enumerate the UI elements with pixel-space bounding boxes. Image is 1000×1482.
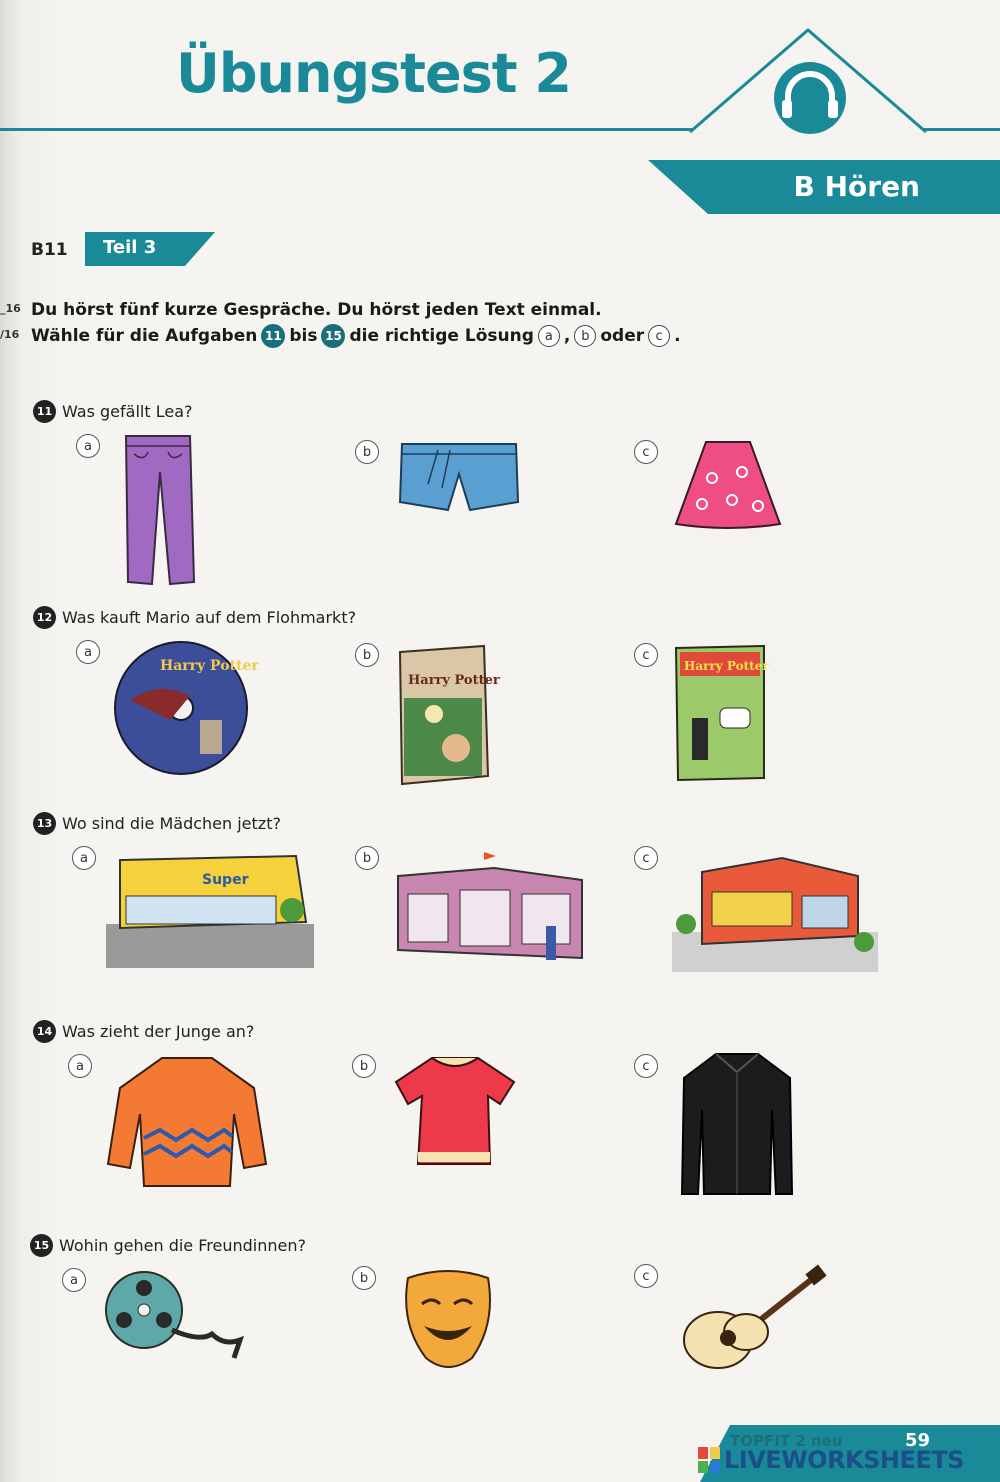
- question-text: Wo sind die Mädchen jetzt?: [62, 814, 281, 833]
- instruction-mid: die richtige Lösung: [349, 326, 534, 346]
- film-reel-image: [100, 1266, 244, 1362]
- supermarket-image: [106, 852, 314, 968]
- task-code: B11: [31, 240, 68, 260]
- purple-trousers-image: [118, 432, 198, 590]
- question-number: 13: [33, 812, 56, 835]
- black-shirt-image: [680, 1050, 794, 1198]
- harry-potter-dvd-image: [110, 640, 259, 776]
- shopping-centre-image: [672, 852, 878, 972]
- option-15-b[interactable]: b: [352, 1266, 376, 1290]
- question-number: 14: [33, 1020, 56, 1043]
- instruction-oder: oder: [600, 326, 645, 346]
- track-number-1: _16: [0, 302, 21, 315]
- section-title: B Hören: [793, 170, 920, 203]
- question-number: 15: [30, 1234, 53, 1257]
- part-tag: [85, 232, 215, 266]
- question-number: 11: [33, 400, 56, 423]
- instruction-text-2: Wähle für die Aufgaben: [31, 326, 258, 346]
- harry-potter-book-image: [394, 644, 500, 786]
- option-12-c[interactable]: c: [634, 643, 658, 667]
- option-13-a[interactable]: a: [72, 846, 96, 870]
- letter-a: a: [538, 325, 560, 347]
- dvd-title-text: Harry Potter: [160, 658, 259, 674]
- option-15-c[interactable]: c: [634, 1264, 658, 1288]
- comic-title-text: Harry Potter: [684, 659, 769, 673]
- option-11-b[interactable]: b: [355, 440, 379, 464]
- option-14-c[interactable]: c: [634, 1054, 658, 1078]
- question-11: [33, 400, 192, 423]
- option-15-a[interactable]: a: [62, 1268, 86, 1292]
- part-label: Teil 3: [103, 237, 157, 258]
- option-13-b[interactable]: b: [355, 846, 379, 870]
- question-text: Was gefällt Lea?: [62, 402, 193, 421]
- question-14: [33, 1020, 254, 1043]
- question-12: [33, 606, 356, 629]
- option-11-c[interactable]: c: [634, 440, 658, 464]
- task-number-to: 15: [321, 324, 345, 348]
- question-number: 12: [33, 606, 56, 629]
- page-title: Übungstest 2: [176, 42, 571, 105]
- theatre-mask-image: [392, 1264, 504, 1374]
- option-14-a[interactable]: a: [68, 1054, 92, 1078]
- guitar-image: [680, 1266, 828, 1374]
- question-text: Was zieht der Junge an?: [62, 1022, 255, 1041]
- denim-shorts-image: [398, 440, 520, 514]
- liveworksheets-logo-icon: [698, 1447, 720, 1473]
- section-banner: [648, 160, 1000, 214]
- bookshop-image: [394, 846, 586, 966]
- question-13: [33, 812, 281, 835]
- question-text: Wohin gehen die Freundinnen?: [59, 1236, 306, 1255]
- option-11-a[interactable]: a: [76, 434, 100, 458]
- page-number: 59: [905, 1430, 931, 1451]
- instruction-end: .: [674, 326, 681, 346]
- watermark-text: LIVEWORKSHEETS: [724, 1446, 964, 1474]
- headphones-icon: [774, 62, 846, 134]
- letter-c: c: [648, 325, 670, 347]
- red-tshirt-image: [392, 1054, 518, 1168]
- option-12-a[interactable]: a: [76, 640, 100, 664]
- question-text: Was kauft Mario auf dem Flohmarkt?: [62, 608, 357, 627]
- instruction-text-1: Du hörst fünf kurze Gespräche. Du hörst jeden Text einmal.: [31, 300, 602, 320]
- book-title-text: Harry Potter: [408, 673, 500, 688]
- orange-sweater-image: [104, 1054, 270, 1190]
- option-14-b[interactable]: b: [352, 1054, 376, 1078]
- question-15: [30, 1234, 306, 1257]
- harry-potter-comic-image: [672, 644, 768, 782]
- track-number-2: /16: [0, 328, 20, 341]
- supermarket-sign: Super: [202, 872, 249, 888]
- footer-brand: TOPFIT 2 neu: [730, 1432, 843, 1450]
- watermark: [698, 1446, 964, 1474]
- header-roof: [690, 24, 1000, 134]
- letter-b: b: [574, 325, 596, 347]
- instruction-bis: bis: [289, 326, 318, 346]
- option-13-c[interactable]: c: [634, 846, 658, 870]
- instruction-line-2: Wähle für die Aufgaben 11 bis 15 die richtige Lösung a , b oder c .: [31, 326, 681, 346]
- task-number-from: 11: [261, 324, 285, 348]
- instruction-line-1: [31, 300, 602, 320]
- option-12-b[interactable]: b: [355, 643, 379, 667]
- pink-skirt-image: [672, 438, 784, 530]
